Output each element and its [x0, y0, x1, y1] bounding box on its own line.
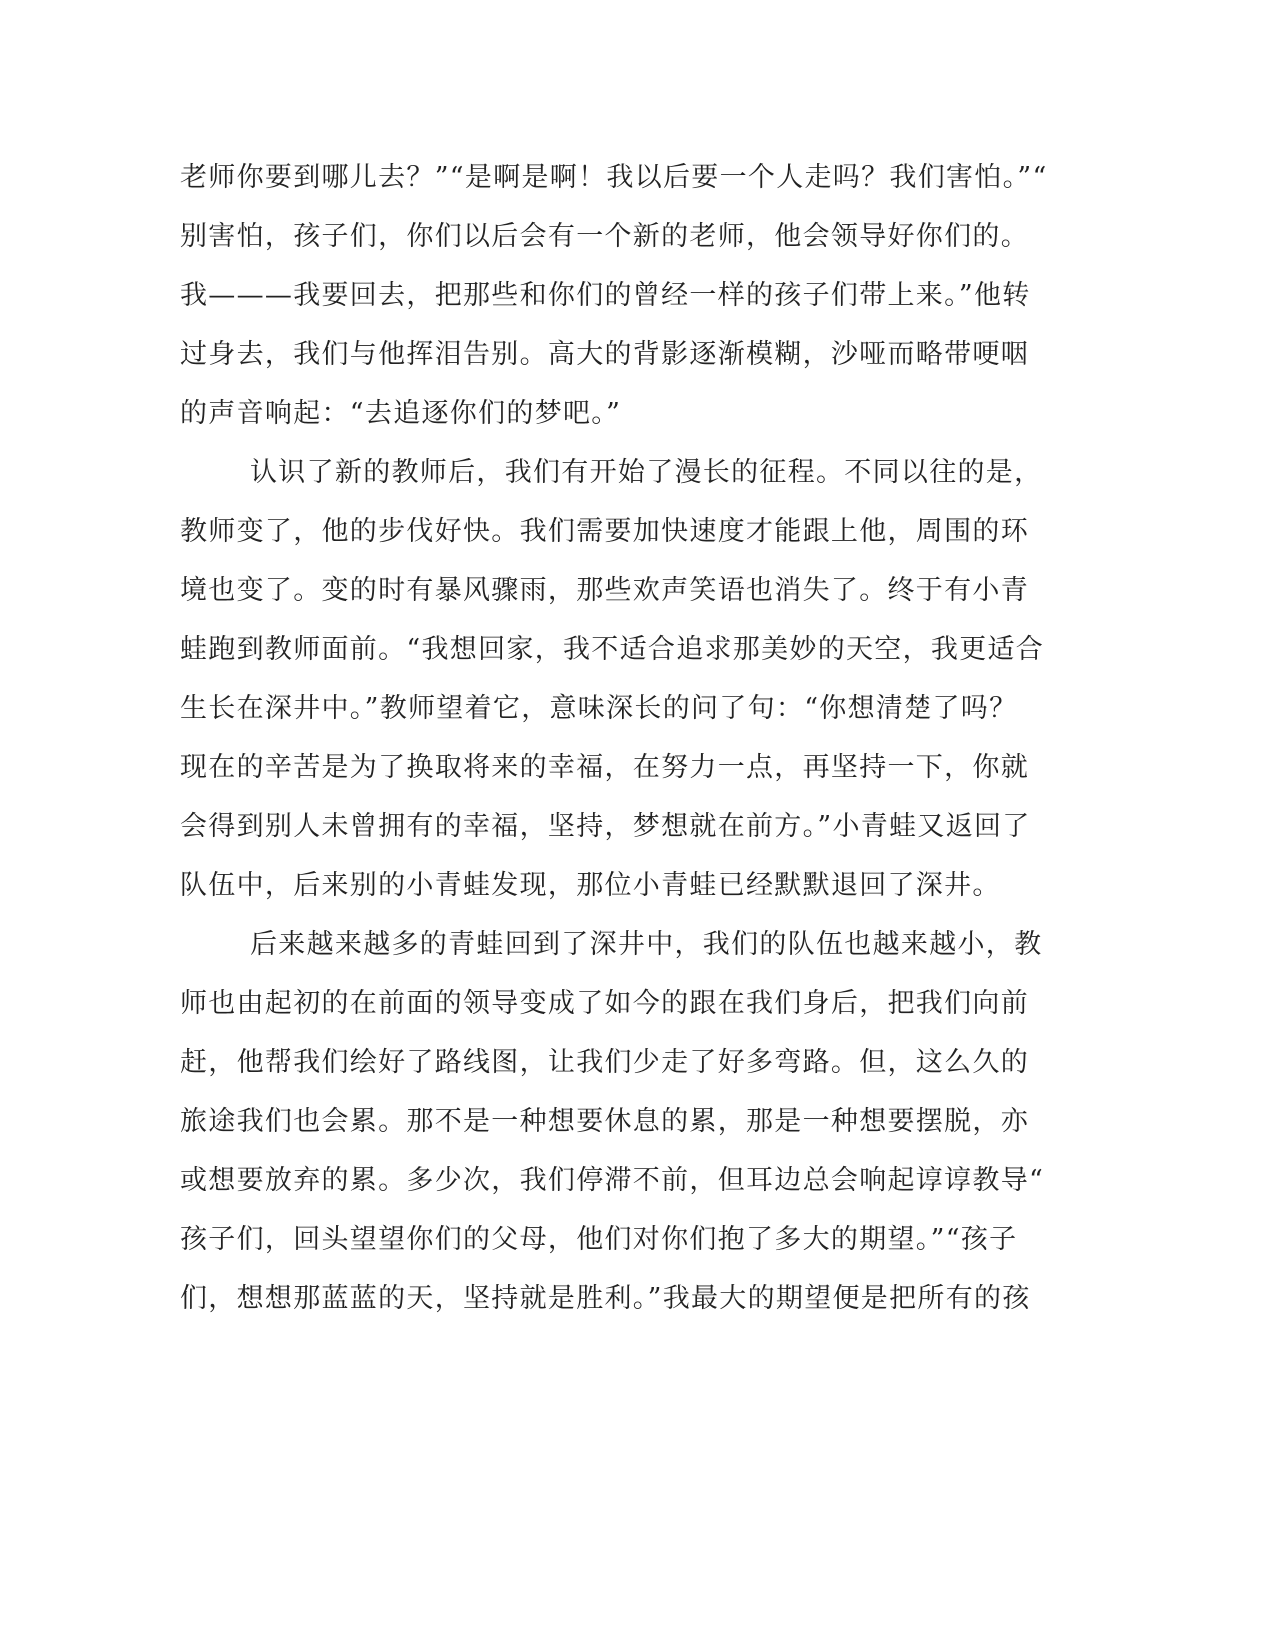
- text-line: 师也由起初的在前面的领导变成了如今的跟在我们身后，把我们向前: [180, 988, 1029, 1019]
- text-line: 境也变了。变的时有暴风骤雨，那些欢声笑语也消失了。终于有小青: [180, 575, 1029, 606]
- paragraph-2: [180, 443, 1045, 915]
- text-line: 会得到别人未曾拥有的幸福，坚持，梦想就在前方。”小青蛙又返回了: [180, 811, 1031, 842]
- text-line: 的声音响起：“去追逐你们的梦吧。”: [180, 398, 622, 429]
- text-line: 别害怕，孩子们，你们以后会有一个新的老师，他会领导好你们的。: [180, 221, 1029, 252]
- text-line: 现在的辛苦是为了换取将来的幸福，在努力一点，再坚持一下，你就: [180, 752, 1029, 783]
- text-line: 队伍中，后来别的小青蛙发现，那位小青蛙已经默默退回了深井。: [180, 870, 1001, 901]
- text-line: 过身去，我们与他挥泪告别。高大的背影逐渐模糊，沙哑而略带哽咽: [180, 339, 1029, 370]
- paragraph-1: [180, 148, 1048, 443]
- text-line: 老师你要到哪儿去？”“是啊是啊！我以后要一个人走吗？我们害怕。”“: [180, 162, 1048, 193]
- text-line: 孩子们，回头望望你们的父母，他们对你们抱了多大的期望。”“孩子: [180, 1224, 1018, 1255]
- text-line: 认识了新的教师后，我们有开始了漫长的征程。不同以往的是，: [250, 457, 1043, 488]
- text-line: 我———我要回去，把那些和你们的曾经一样的孩子们带上来。”他转: [180, 280, 1031, 311]
- document-page: [180, 148, 1048, 1328]
- paragraph-3: [180, 915, 1045, 1328]
- text-line: 蛙跑到教师面前。“我想回家，我不适合追求那美妙的天空，我更适合: [180, 634, 1045, 665]
- text-line: 生长在深井中。”教师望着它，意味深长的问了句：“你想清楚了吗？: [180, 693, 1018, 724]
- text-line: 或想要放弃的累。多少次，我们停滞不前，但耳边总会响起谆谆教导“: [180, 1165, 1045, 1196]
- text-line: 教师变了，他的步伐好快。我们需要加快速度才能跟上他，周围的环: [180, 516, 1029, 547]
- text-line: 赶，他帮我们绘好了路线图，让我们少走了好多弯路。但，这么久的: [180, 1047, 1029, 1078]
- text-line: 后来越来越多的青蛙回到了深井中，我们的队伍也越来越小，教: [250, 929, 1043, 960]
- text-line: 们，想想那蓝蓝的天，坚持就是胜利。”我最大的期望便是把所有的孩: [180, 1283, 1031, 1314]
- text-line: 旅途我们也会累。那不是一种想要休息的累，那是一种想要摆脱，亦: [180, 1106, 1029, 1137]
